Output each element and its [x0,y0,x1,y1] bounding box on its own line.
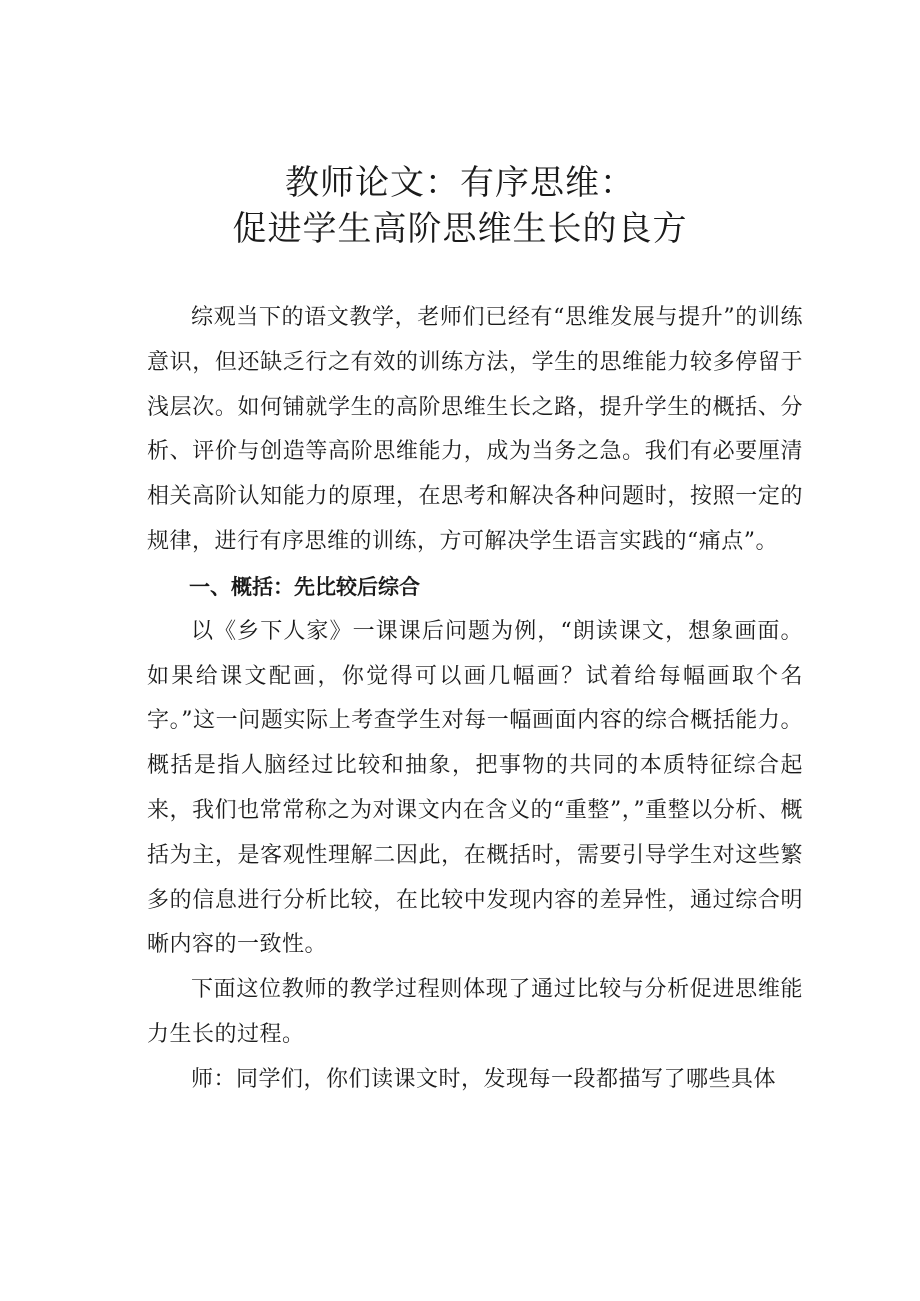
paragraph-example: 以《乡下人家》一课课后问题为例，“朗读课文，想象画面。如果给课文配画，你觉得可以画几幅画？试着给每幅画取个名字。”这一问题实际上考查学生对每一幅画面内容的综合概括能力。概括是指人脑经过比较和抽象，把事物的共同的本质特征综合起来，我们也常常称之为对课文内在含义的“重整”，”重整以分析、概括为主，是客观性理解二因此，在概括时，需要引导学生对这些繁多的信息进行分析比较，在比较中发现内容的差异性，通过综合明晰内容的一致性。 [147,618,803,958]
title-line-2: 促进学生高阶思维生长的良方 [232,209,688,249]
section-heading-1: 一、概括：先比较后综合 [189,574,420,599]
document-body [147,296,803,1103]
paragraph-dialogue: 师：同学们，你们读课文时，发现每一段都描写了哪些具体 [191,1066,777,1092]
paragraph-transition: 下面这位教师的教学过程则体现了通过比较与分析促进思维能力生长的过程。 [147,977,803,1047]
paragraph-intro: 综观当下的语文教学，老师们已经有“思维发展与提升”的训练意识，但还缺乏行之有效的训练方法，学生的思维能力较多停留于浅层次。如何铺就学生的高阶思维生长之路，提升学生的概括、分析、评价与创造等高阶思维能力，成为当务之急。我们有必要厘清相关高阶认知能力的原理，在思考和解决各种问题时，按照一定的规律，进行有序思维的训练，方可解决学生语言实践的“痛点”。 [147,305,803,554]
document-title [0,160,920,252]
title-line-1: 教师论文：有序思维： [285,163,635,203]
